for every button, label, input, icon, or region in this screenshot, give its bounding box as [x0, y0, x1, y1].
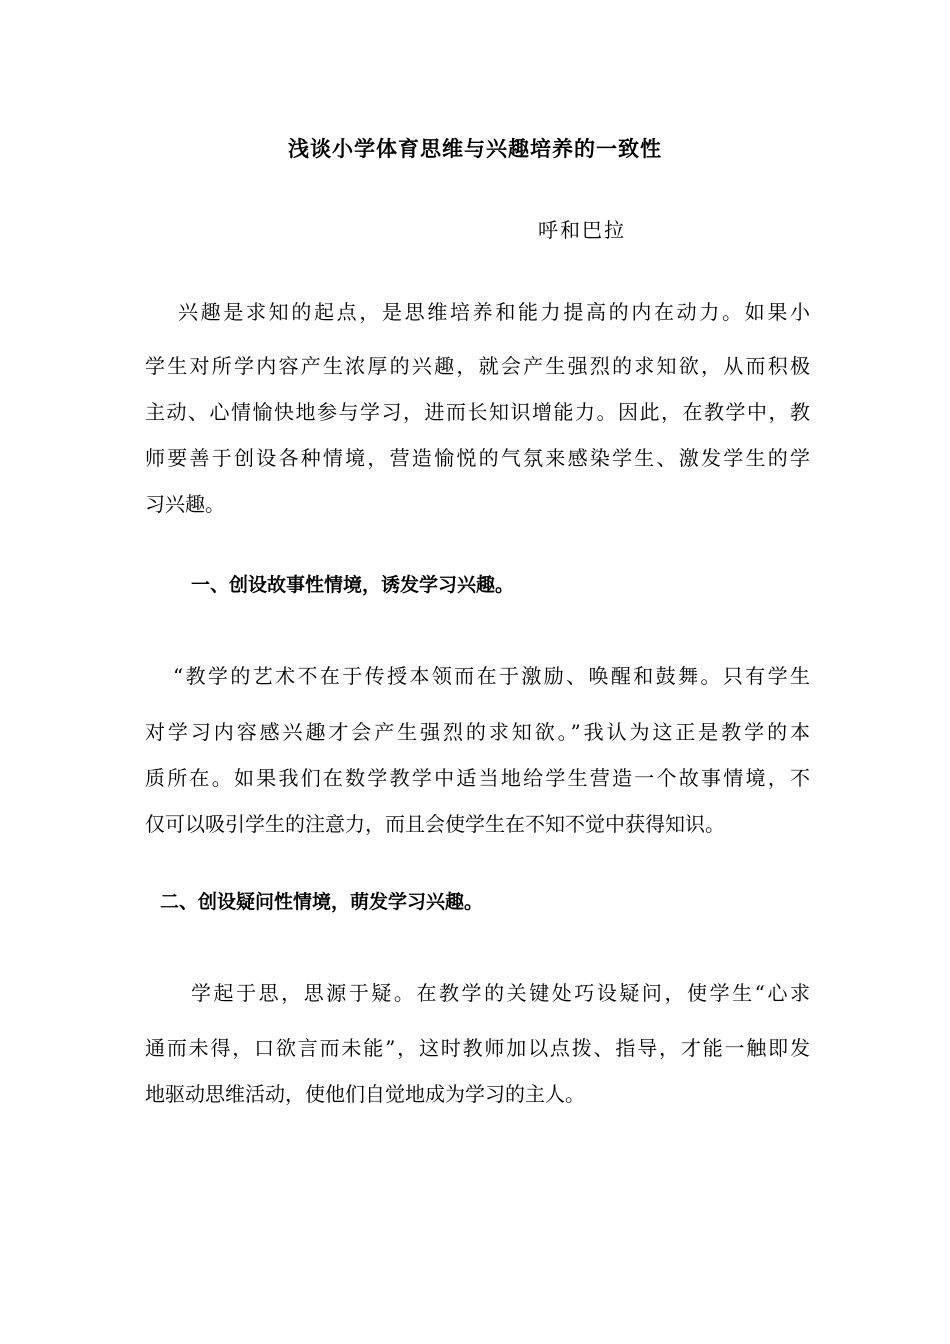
- paragraph-line: 对学习内容感兴趣才会产生强烈的求知欲。”我认为这正是教学的本: [145, 720, 810, 744]
- paragraph-line: 师要善于创设各种情境，营造愉悦的气氛来感染学生、激发学生的学: [145, 446, 810, 470]
- section-heading-2: 二、创设疑问性情境，萌发学习兴趣。: [160, 891, 484, 913]
- paragraph-line: 主动、心情愉快地参与学习，进而长知识增能力。因此，在教学中，教: [145, 400, 810, 424]
- section-heading-1: 一、创设故事性情境，诱发学习兴趣。: [191, 574, 515, 596]
- paragraph-line: 仅可以吸引学生的注意力，而且会使学生在不知不觉中获得知识。: [145, 812, 725, 836]
- section1-paragraph: [145, 653, 810, 847]
- document-title: 浅谈小学体育思维与兴趣培养的一致性: [288, 136, 662, 161]
- section2-paragraph: [145, 970, 810, 1117]
- intro-paragraph: [145, 289, 810, 527]
- paragraph-line: 学起于思，思源于疑。在教学的关键处巧设疑问，使学生“心求: [191, 981, 810, 1005]
- paragraph-line: 习兴趣。: [145, 492, 225, 516]
- paragraph-line: 学生对所学内容产生浓厚的兴趣，就会产生强烈的求知欲，从而积极: [145, 354, 810, 378]
- paragraph-line: 质所在。如果我们在数学教学中适当地给学生营造一个故事情境，不: [145, 766, 810, 790]
- paragraph-line: 通而未得，口欲言而未能”，这时教师加以点拨、指导，才能一触即发: [145, 1036, 810, 1060]
- author-name: 呼和巴拉: [538, 218, 626, 242]
- paragraph-line: “教学的艺术不在于传授本领而在于激励、唤醒和鼓舞。只有学生: [173, 664, 810, 688]
- paragraph-line: 地驱动思维活动，使他们自觉地成为学习的主人。: [145, 1082, 585, 1106]
- paragraph-line: 兴趣是求知的起点，是思维培养和能力提高的内在动力。如果小: [178, 300, 810, 324]
